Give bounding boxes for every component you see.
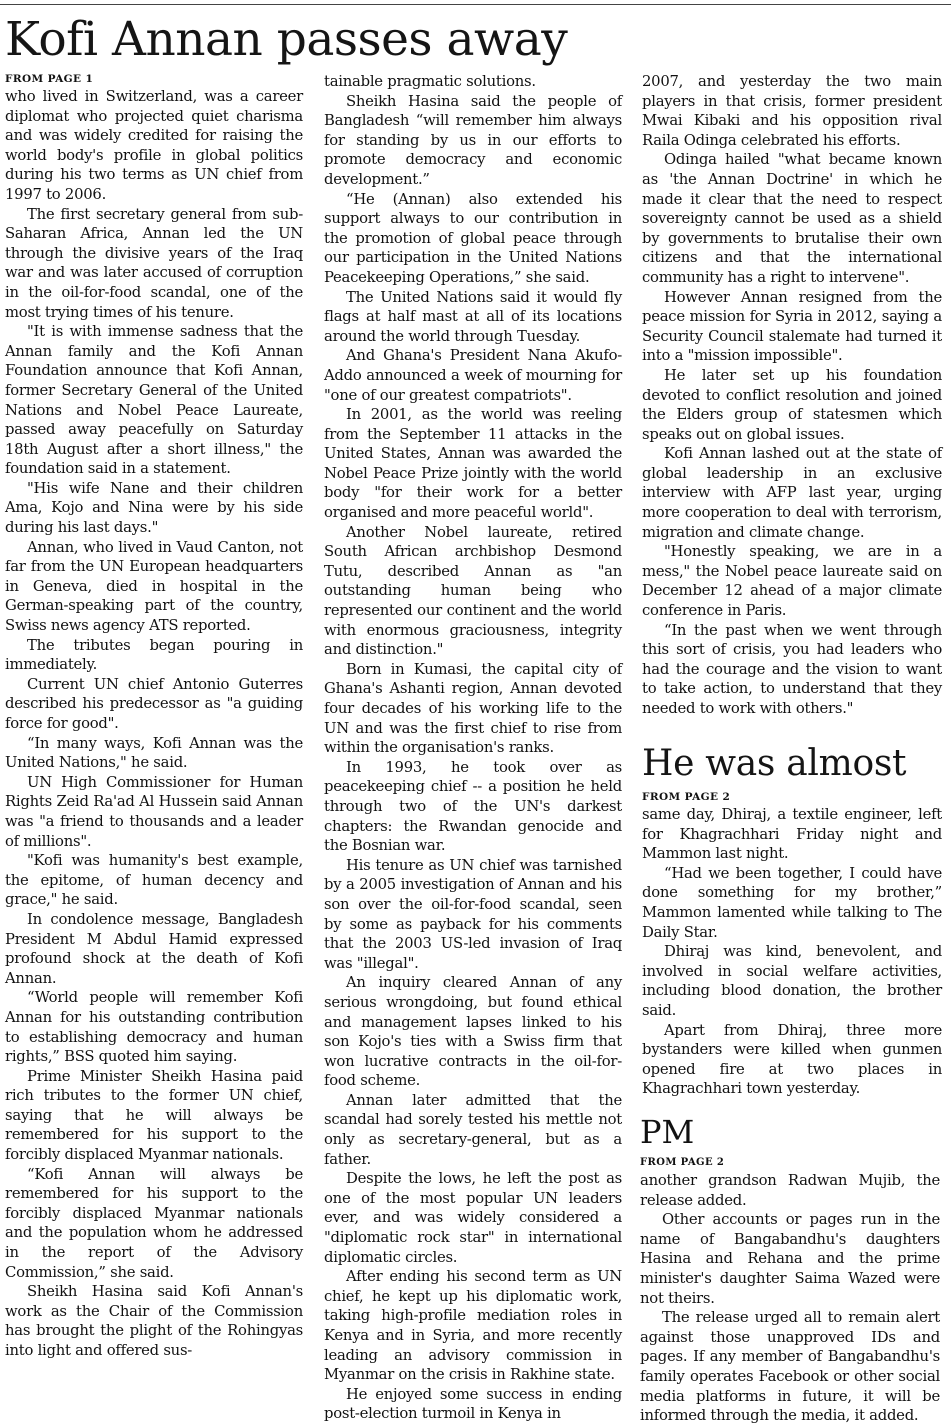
paragraph: Kofi Annan lashed out at the state of global leadership in an exclusive interview with AFP last year, urging more cooperation to deal with terrorism, migration and climate change. (642, 445, 942, 541)
paragraph: The release urged all to remain alert against those unapproved IDs and pages. If any member of Bangabandhu's family operates Facebook or other social media platforms in future, it will be informed through the media, it added. (640, 1309, 940, 1425)
paragraph: “Had we been together, I could have done something for my brother,” Mammon lamented while talking to The Daily Star. (642, 864, 942, 941)
article-column-1 (5, 72, 303, 1407)
paragraph: Despite the lows, he left the post as one of the most popular UN leaders ever, and was widely considered a "diplomatic rock star" in international diplomatic circles. (324, 1170, 622, 1266)
paragraph: In 2001, as the world was reeling from the September 11 attacks in the United States, Annan was awarded the Nobel Peace Prize jointly with the world body "for their work for a better organised and more peaceful world". (324, 406, 622, 522)
story-headline: He was almost (642, 743, 907, 784)
paragraph: He later set up his foundation devoted to conflict resolution and joined the Elders group of statesmen which speaks out on global issues. (642, 366, 942, 443)
paragraph: He enjoyed some success in ending post-election turmoil in Kenya in (324, 1385, 622, 1423)
paragraph: Current UN chief Antonio Guterres described his predecessor as "a guiding force for good". (5, 675, 303, 732)
paragraph: Another Nobel laureate, retired South African archbishop Desmond Tutu, described Annan as "an outstanding human being who represented our continent and the world with enormous graciousness, integrity and distinction." (324, 523, 622, 659)
top-rule (0, 4, 951, 5)
paragraph: UN High Commissioner for Human Rights Zeid Ra'ad Al Hussein said Annan was "a friend to thousands and a leader of millions". (5, 773, 303, 850)
paragraph: "Kofi was humanity's best example, the epitome, of human decency and grace," he said. (5, 852, 303, 909)
paragraph: “Kofi Annan will always be remembered for his support to the forcibly displaced Myanmar nationals and the population whom he addressed in the report of the Advisory Commission,” she said. (5, 1165, 303, 1281)
paragraph: Apart from Dhiraj, three more bystanders were killed when gunmen opened fire at two places in Khagrachhari town yesterday. (642, 1021, 942, 1098)
paragraph: tainable pragmatic solutions. (324, 73, 536, 90)
paragraph: And Ghana's President Nana Akufo-Addo announced a week of mourning for "one of our greatest compatriots". (324, 347, 622, 404)
paragraph: "It is with immense sadness that the Annan family and the Kofi Annan Foundation announce that Kofi Annan, former Secretary General of the United Nations and Nobel Peace Laureate, passed away peacefully on Saturday 18th August after a short illness," the foundation said in a statement. (5, 323, 303, 478)
paragraph: “In the past when we went through this sort of crisis, you had leaders who had the courage and the vision to want to take action, to understand that they needed to work with others." (642, 621, 942, 717)
story-he-was-almost (642, 742, 942, 1110)
paragraph: Dhiraj was kind, benevolent, and involved in social welfare activities, including blood donation, the brother said. (642, 943, 942, 1019)
paragraph: 2007, and yesterday the two main players in that crisis, former president Mwai Kibaki and his opposition rival Raila Odinga celebrated his efforts. (642, 73, 942, 149)
paragraph: After ending his second term as UN chief, he kept up his diplomatic work, taking high-profile mediation roles in Kenya and in Syria, and more recently leading an advisory commission in Myanmar on the crisis in Rakhine state. (324, 1268, 622, 1384)
from-page-label: FROM PAGE 2 (640, 1157, 725, 1168)
paragraph: However Annan resigned from the peace mission for Syria in 2012, saying a Security Council stalemate had turned it into a "mission impossible". (642, 288, 942, 365)
paragraph: Odinga hailed "what became known as 'the Annan Doctrine' in which he made it clear that the need to respect sovereignty cannot be used as a shield by governments to brutalise their own citizens and that the international community has a right to intervene". (642, 151, 942, 286)
paragraph: "His wife Nane and their children Ama, Kojo and Nina were by his side during his last days." (5, 479, 303, 537)
paragraph: His tenure as UN chief was tarnished by a 2005 investigation of Annan and his son over the oil-for-food scandal, seen by some as payback for his comments that the 2003 US-led invasion of Iraq was "illegal". (324, 856, 622, 972)
article-column-3 (642, 72, 942, 736)
paragraph: The United Nations said it would fly flags at half mast at all of its locations around the world through Tuesday. (324, 288, 622, 345)
paragraph: same day, Dhiraj, a textile engineer, left for Khagrachhari Friday night and Mammon last night. (642, 806, 942, 863)
story-headline: PM (640, 1113, 695, 1151)
paragraph: another grandson Radwan Mujib, the release added. (640, 1172, 940, 1209)
paragraph: “World people will remember Kofi Annan for his outstanding contribution to establishing democracy and human rights,” BSS quoted him saying. (5, 989, 303, 1066)
from-page-label: FROM PAGE 1 (5, 73, 94, 85)
paragraph: In 1993, he took over as peacekeeping chief -- a position he held through two of the UN's darkest chapters: the Rwandan genocide and the Bosnian war. (324, 758, 622, 855)
paragraph: Other accounts or pages run in the name of Bangabandhu's daughters Hasina and Rehana and the prime minister's daughter Saima Wazed were not theirs. (640, 1211, 940, 1307)
paragraph: Prime Minister Sheikh Hasina paid rich tributes to the former UN chief, saying that he will always be remembered for his support to the forcibly displaced Myanmar nationals. (5, 1067, 303, 1164)
paragraph: Sheikh Hasina said Kofi Annan's work as the Chair of the Commission has brought the plight of the Rohingyas into light and offered sus- (5, 1283, 303, 1359)
paragraph: The first secretary general from sub-Saharan Africa, Annan led the UN through the divisive years of the Iraq war and was later accused of corruption in the oil-for-food scandal, one of the most trying times of his tenure. (5, 205, 303, 321)
paragraph: In condolence message, Bangladesh President M Abdul Hamid expressed profound shock at the death of Kofi Annan. (5, 910, 303, 987)
story-pm (640, 1112, 940, 1425)
from-page-label: FROM PAGE 2 (642, 791, 731, 803)
paragraph: "Honestly speaking, we are in a mess," the Nobel peace laureate said on December 12 ahead of a major climate conference in Paris. (642, 543, 942, 620)
paragraph: “In many ways, Kofi Annan was the United Nations," he said. (5, 734, 303, 772)
headline: Kofi Annan passes away (5, 12, 568, 67)
paragraph: The tributes began pouring in immediately. (5, 636, 303, 674)
paragraph: Annan, who lived in Vaud Canton, not far from the UN European headquarters in Geneva, died in hospital in the German-speaking part of the country, Swiss news agency ATS reported. (5, 538, 303, 635)
paragraph: Annan later admitted that the scandal had sorely tested his mettle not only as secretary-general, but as a father. (324, 1091, 622, 1168)
article-column-2 (324, 72, 622, 1423)
paragraph: Sheikh Hasina said the people of Bangladesh “will remember him always for standing by us in our efforts to promote democracy and economic development.” (324, 92, 622, 188)
paragraph: “He (Annan) also extended his support always to our contribution in the promotion of global peace through our participation in the United Nations Peacekeeping Operations,” she said. (324, 190, 622, 286)
paragraph: who lived in Switzerland, was a career diplomat who projected quiet charisma and was widely credited for raising the world body's profile in global politics during his two terms as UN chief from 1997 to 2006. (5, 88, 303, 203)
paragraph: Born in Kumasi, the capital city of Ghana's Ashanti region, Annan devoted four decades of his working life to the UN and was the first chief to rise from within the organisation's ranks. (324, 660, 622, 757)
paragraph: An inquiry cleared Annan of any serious wrongdoing, but found ethical and management lapses linked to his son Kojo's ties with a Swiss firm that won lucrative contracts in the oil-for-food scheme. (324, 974, 622, 1090)
